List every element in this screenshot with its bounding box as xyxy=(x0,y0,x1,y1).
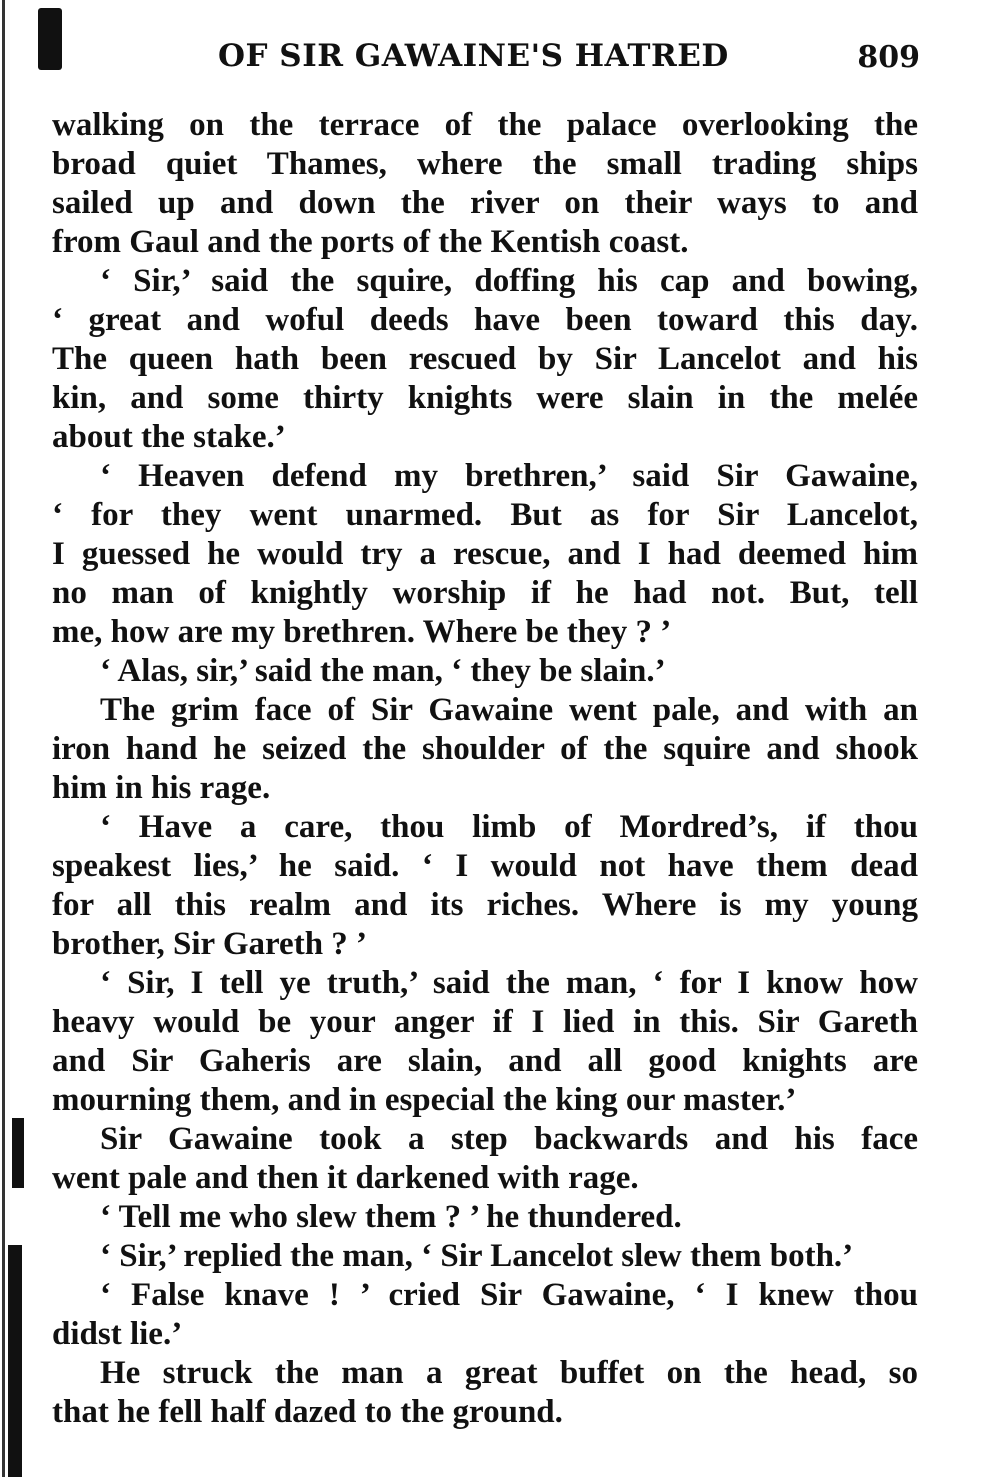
text-line: The grim face of Sir Gawaine went pale, and with an xyxy=(100,692,918,728)
text-line: broad quiet Thames, where the small trading ships xyxy=(52,146,918,182)
body-text xyxy=(52,106,918,1432)
binding-mark xyxy=(12,1118,24,1188)
text-line: The queen hath been rescued by Sir Lancelot and his xyxy=(52,341,918,377)
text-line: ‘ Alas, sir,’ said the man, ‘ they be slain.’ xyxy=(100,653,666,689)
text-line: ‘ Have a care, thou limb of Mordred’s, if thou xyxy=(100,809,918,845)
binding-mark xyxy=(2,0,5,1477)
text-line: heavy would be your anger if I lied in this. Sir Gareth xyxy=(52,1004,918,1040)
text-line: ‘ Sir,’ said the squire, doffing his cap and bowing, xyxy=(100,263,918,299)
text-line: kin, and some thirty knights were slain in the melée xyxy=(52,380,918,416)
text-line: didst lie.’ xyxy=(52,1316,183,1352)
text-line: mourning them, and in especial the king our master.’ xyxy=(52,1082,797,1118)
text-line: for all this realm and its riches. Where is my young xyxy=(52,887,918,923)
text-line: He struck the man a great buffet on the head, so xyxy=(100,1355,918,1391)
text-line: him in his rage. xyxy=(52,770,271,806)
text-line: speakest lies,’ he said. ‘ I would not have them dead xyxy=(52,848,918,884)
text-line: walking on the terrace of the palace overlooking the xyxy=(52,107,918,143)
text-line: ‘ Tell me who slew them ? ’ he thundered. xyxy=(100,1199,682,1235)
text-line: iron hand he seized the shoulder of the squire and shook xyxy=(52,731,918,767)
text-line: ‘ great and woful deeds have been toward this day. xyxy=(52,302,918,338)
text-line: from Gaul and the ports of the Kentish coast. xyxy=(52,224,689,260)
running-title: OF SIR GAWAINE'S HATRED xyxy=(218,38,729,74)
text-line: brother, Sir Gareth ? ’ xyxy=(52,926,368,962)
text-line: ‘ False knave ! ’ cried Sir Gawaine, ‘ I knew thou xyxy=(100,1277,918,1313)
text-line: no man of knightly worship if he had not. But, tell xyxy=(52,575,918,611)
binding-mark xyxy=(8,1245,22,1477)
text-line: ‘ Heaven defend my brethren,’ said Sir Gawaine, xyxy=(100,458,918,494)
text-line: that he fell half dazed to the ground. xyxy=(52,1394,563,1430)
text-line: about the stake.’ xyxy=(52,419,286,455)
page-header xyxy=(0,38,1000,88)
page-number: 809 xyxy=(857,40,920,75)
text-line: went pale and then it darkened with rage. xyxy=(52,1160,639,1196)
binding-edge-marks xyxy=(0,0,10,1477)
text-line: ‘ for they went unarmed. But as for Sir Lancelot, xyxy=(52,497,918,533)
text-line: me, how are my brethren. Where be they ? ’ xyxy=(52,614,672,650)
text-line: ‘ Sir, I tell ye truth,’ said the man, ‘ for I know how xyxy=(100,965,918,1001)
text-line: I guessed he would try a rescue, and I had deemed him xyxy=(52,536,918,572)
text-line: and Sir Gaheris are slain, and all good knights are xyxy=(52,1043,918,1079)
text-line: sailed up and down the river on their ways to and xyxy=(52,185,918,221)
text-line: Sir Gawaine took a step backwards and his face xyxy=(100,1121,918,1157)
text-line: ‘ Sir,’ replied the man, ‘ Sir Lancelot slew them both.’ xyxy=(100,1238,854,1274)
